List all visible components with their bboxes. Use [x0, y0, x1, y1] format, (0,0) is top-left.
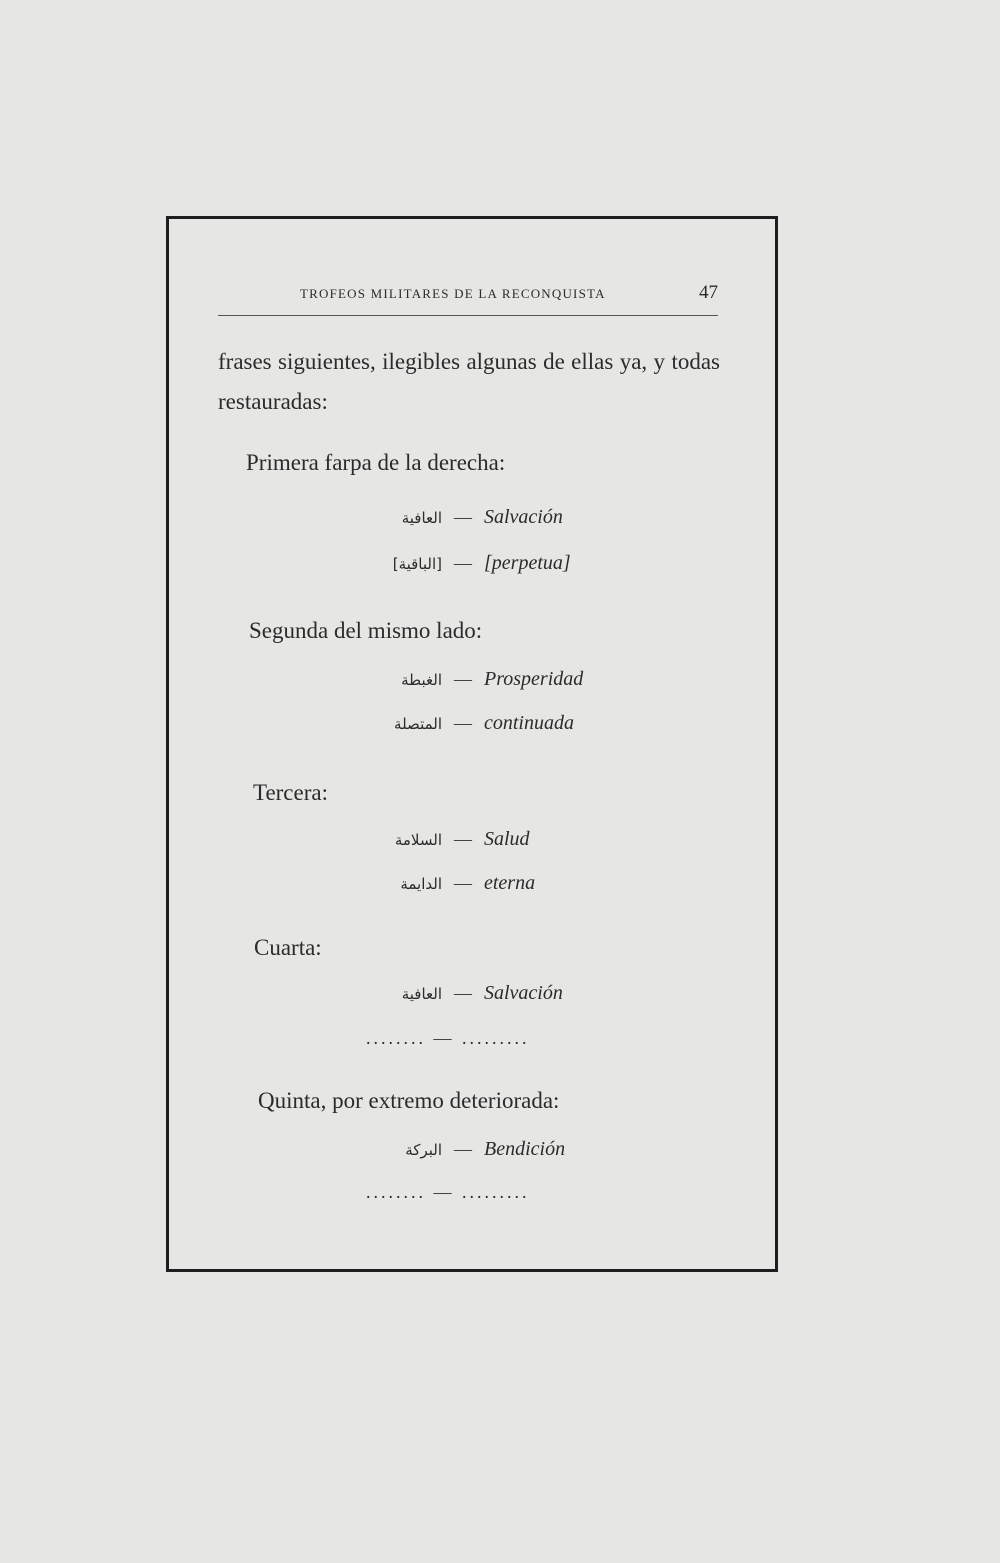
translation: Salvación — [484, 982, 563, 1004]
dash: — — [454, 829, 472, 849]
section-heading-3: Tercera: — [253, 780, 328, 805]
section-heading-1: Primera farpa de la derecha: — [246, 450, 506, 475]
translation: [perpetua] — [484, 552, 571, 574]
dash: — — [454, 713, 472, 733]
phrase-row — [340, 982, 640, 1005]
dash: — — [454, 669, 472, 689]
phrase-row — [340, 1138, 640, 1161]
phrase-row — [340, 872, 640, 895]
header-rule — [218, 315, 718, 316]
translation: Bendición — [484, 1138, 566, 1160]
arabic-phrase: العافية — [401, 509, 442, 527]
translation: Prosperidad — [484, 668, 584, 690]
dash: — — [454, 873, 472, 893]
phrase-row — [340, 668, 640, 691]
running-head — [218, 282, 718, 304]
section-heading-5: Quinta, por extremo deteriorada: — [258, 1088, 560, 1113]
intro-paragraph: frases siguientes, ilegibles algunas de ellas ya, y todas restauradas: — [218, 349, 720, 414]
arabic-phrase: [الباقية] — [392, 555, 442, 573]
translation: continuada — [484, 712, 574, 734]
phrase-row — [340, 828, 640, 851]
translation: Salud — [484, 828, 530, 850]
running-title: TROFEOS MILITARES DE LA RECONQUISTA — [300, 286, 606, 301]
dash: — — [454, 507, 472, 527]
phrase-row — [340, 712, 640, 735]
page-number: 47 — [699, 282, 718, 303]
illegible-ellipsis: ........ — ......... — [366, 1182, 530, 1202]
dash: — — [454, 983, 472, 1003]
section-heading-2: Segunda del mismo lado: — [249, 618, 483, 643]
arabic-phrase: الغبطة — [401, 671, 442, 689]
dash: — — [454, 1139, 472, 1159]
translation: Salvación — [484, 506, 563, 528]
arabic-phrase: الدايمة — [400, 875, 442, 893]
arabic-phrase: المتصلة — [394, 715, 442, 733]
phrase-row — [340, 552, 640, 575]
arabic-phrase: البركة — [405, 1141, 442, 1159]
section-heading-4: Cuarta: — [254, 935, 322, 960]
arabic-phrase: السلامة — [394, 831, 442, 849]
dash: — — [454, 553, 472, 573]
phrase-row — [340, 506, 640, 529]
arabic-phrase: العافية — [401, 985, 442, 1003]
illegible-ellipsis: ........ — ......... — [366, 1028, 530, 1048]
translation: eterna — [484, 872, 536, 894]
